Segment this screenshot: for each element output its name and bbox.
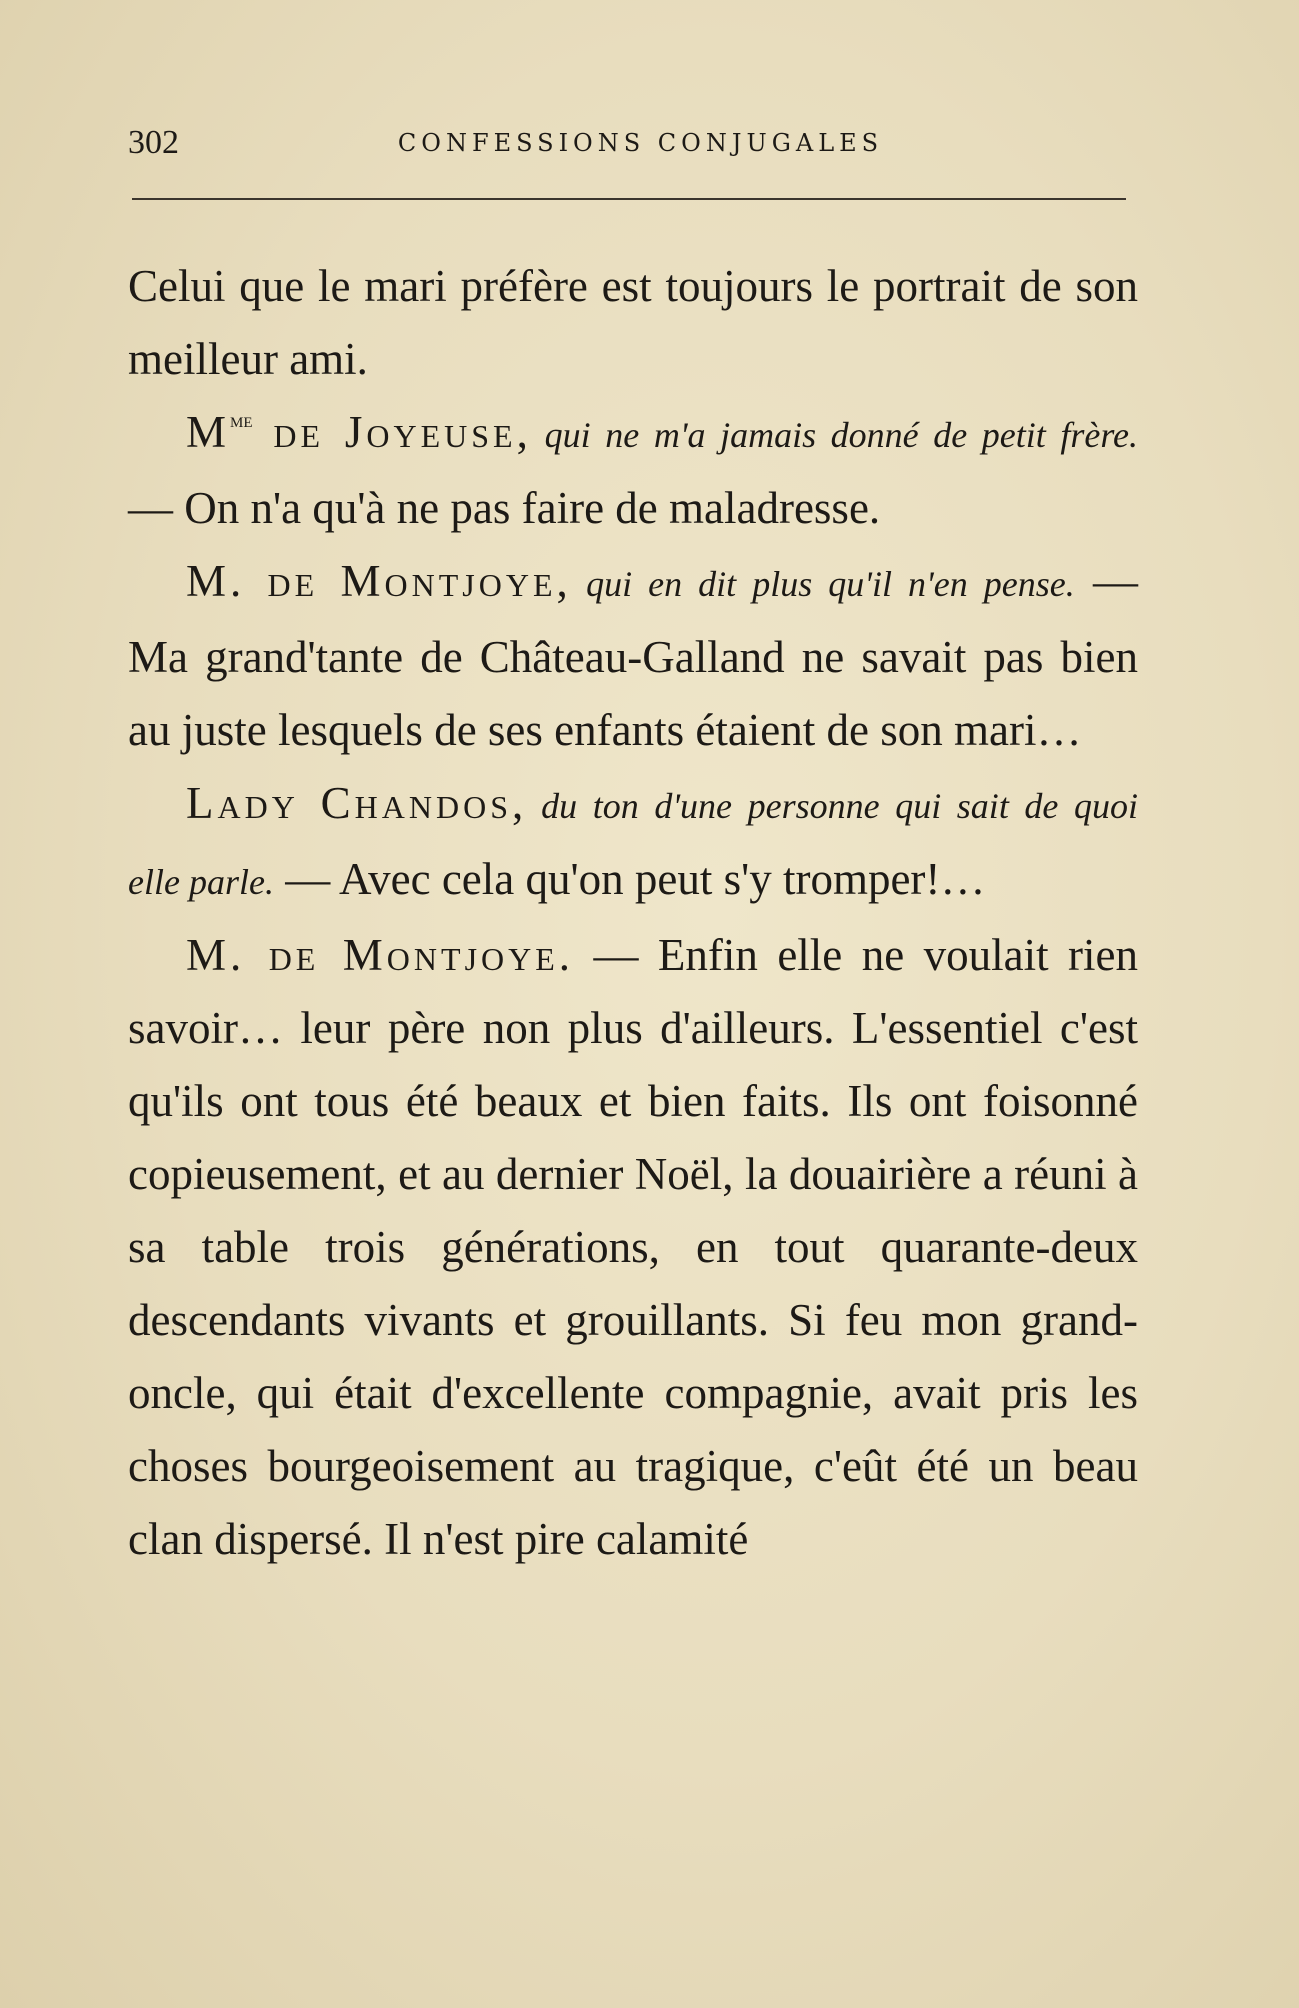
speaker-joyeuse-name: de Joyeuse	[252, 407, 517, 457]
speaker-montjoye-2: M. de Montjoye.	[186, 930, 575, 980]
paragraph-montjoye-2	[128, 919, 1138, 1576]
running-title: CONFESSIONS CONJUGALES	[397, 129, 884, 157]
speech-joyeuse: — On n'a qu'à ne pas faire de maladresse.	[128, 483, 881, 533]
paragraph-montjoye-1: M. de Montjoye, qui en dit plus qu'il n'en pense. — Ma grand'tante de Château-Galland ne savait pas bien au juste lesquels de ses enfants étaient de son mari…	[128, 556, 1139, 755]
speech-chandos: — Avec cela qu'on peut s'y tromper!…	[273, 854, 986, 904]
speaker-montjoye-1: M. de Montjoye	[186, 556, 557, 606]
speaker-joyeuse-superscript: me	[230, 407, 253, 432]
page-body	[128, 250, 1138, 1576]
running-head	[128, 118, 1123, 168]
speaker-chandos: Lady Chandos	[186, 778, 513, 828]
page-number: 302	[128, 124, 179, 161]
speaker-joyeuse-title: M	[186, 407, 231, 457]
header-rule	[132, 198, 1126, 200]
speaker-joyeuse	[186, 407, 517, 457]
speech-montjoye-1: — Ma grand'tante de Château-Galland ne savait pas bien au juste lesquels de ses enfants étaient de son mari…	[128, 556, 1139, 755]
stage-direction-montjoye: qui en dit plus qu'il n'en pense.	[586, 564, 1075, 604]
paragraph-continued: Celui que le mari préfère est toujours le portrait de son meilleur ami.	[128, 261, 1138, 384]
paragraph-joyeuse: $M^{me}$ de Joyeuse, qui ne m'a jamais donné de petit frère. — On n'a qu'à ne pas faire de maladresse.	[128, 407, 1139, 533]
stage-direction-joyeuse: qui ne m'a jamais donné de petit frère.	[544, 415, 1139, 455]
paragraph-chandos: Lady Chandos, du ton d'une personne qui sait de quoi elle parle. — Avec cela qu'on peut s'y tromper!…	[128, 778, 1138, 904]
stage-direction-chandos: du ton d'une personne qui sait de quoi elle parle.	[128, 786, 1138, 902]
speech-montjoye-2: — Enfin elle ne voulait rien savoir… leur père non plus d'ailleurs. L'essentiel c'est qu'ils ont tous été beaux et bien faits. Ils ont foisonné copieusement, et au dernier Noël, la douairière a réuni à sa table trois générations, en tout quarante-deux descendants vivants et grouillants. Si feu mon grand-oncle, qui était d'excellente compagnie, avait pris les choses bourgeoisement au tragique, c'eût été un beau clan dispersé. Il n'est pire calamité	[128, 930, 1139, 1564]
